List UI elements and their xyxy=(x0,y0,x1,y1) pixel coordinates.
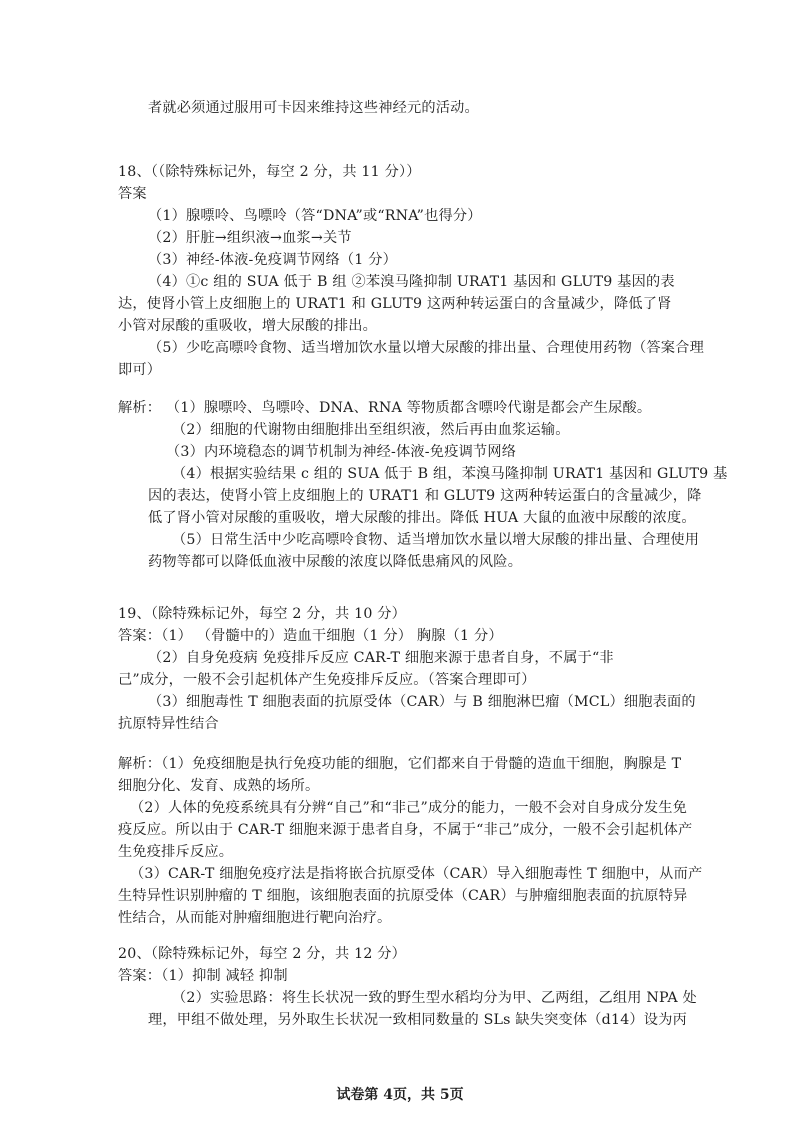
text-line: （3）神经-体液-免疫调节网络（1 分） xyxy=(148,252,397,268)
text-line: （2）肝脏→组织液→血浆→关节 xyxy=(148,230,352,246)
analysis-line: 生特异性识别肿瘤的 T 细胞，该细胞表面的抗原受体（CAR）与肿瘤细胞表面的抗原特异 xyxy=(118,888,688,904)
text-line: 己”成分，一般不会引起机体产生免疫排斥反应。（答案合理即可） xyxy=(118,672,536,688)
text-line: 答案：（1）抑制 减轻 抑制 xyxy=(118,968,288,984)
page-footer: 试卷第 4页，共 5页 xyxy=(336,1087,464,1103)
analysis-line: （3）CAR-T 细胞免疫疗法是指将嵌合抗原受体（CAR）导入细胞毒性 T 细胞中，从而产 xyxy=(130,866,703,882)
analysis-line: 药物等都可以降低血液中尿酸的浓度以降低患痛风的风险。 xyxy=(148,554,523,570)
text-line: 答案：（1） （骨髓中的）造血干细胞（1 分） 胸腺（1 分） xyxy=(118,628,503,644)
analysis-line: 细胞分化、发育、成熟的场所。 xyxy=(118,778,320,794)
question-19-heading: 19、（除特殊标记外，每空 2 分，共 10 分） xyxy=(118,606,407,622)
analysis-line: 解析： （1）腺嘌呤、鸟嘌呤、DNA、RNA 等物质都含嘌呤代谢是都会产生尿酸。 xyxy=(118,400,652,416)
analysis-line: 性结合，从而能对肿瘤细胞进行靶向治疗。 xyxy=(118,910,392,926)
text-line: （1）腺嘌呤、鸟嘌呤（答“DNA”或“RNA”也得分） xyxy=(148,208,482,224)
analysis-line: 生免疫排斥反应。 xyxy=(118,844,234,860)
text-line: 小管对尿酸的重吸收，增大尿酸的排出。 xyxy=(118,318,377,334)
analysis-line: 低了肾小管对尿酸的重吸收，增大尿酸的排出。降低 HUA 大鼠的血液中尿酸的浓度。 xyxy=(148,510,696,526)
question-18-heading: 18、（（除特殊标记外，每空 2 分，共 11 分）） xyxy=(118,164,421,180)
text-line: 理，甲组不做处理，另外取生长状况一致相同数量的 SLs 缺失突变体（d14）设为丙 xyxy=(148,1012,687,1028)
analysis-line: （2）细胞的代谢物由细胞排出至组织液，然后再由血浆运输。 xyxy=(172,422,570,438)
analysis-line: 解析：（1）免疫细胞是执行免疫功能的细胞，它们都来自于骨髓的造血干细胞，胸腺是 T xyxy=(118,756,682,772)
analysis-line: 因的表达，使肾小管上皮细胞上的 URAT1 和 GLUT9 这两种转运蛋白的含量减少，降 xyxy=(148,488,702,504)
analysis-line: （4）根据实验结果 c 组的 SUA 低于 B 组，苯溴马隆抑制 URAT1 基因和 GLUT9 基 xyxy=(172,466,728,482)
analysis-line: （5）日常生活中少吃高嘌呤食物、适当增加饮水量以增大尿酸的排出量、合理使用 xyxy=(172,532,700,548)
question-20-heading: 20、（除特殊标记外，每空 2 分，共 12 分） xyxy=(118,946,407,962)
text-line: （2）自身免疫病 免疫排斥反应 CAR-T 细胞来源于患者自身，不属于“非 xyxy=(148,650,614,666)
text-line: 即可） xyxy=(118,362,162,378)
analysis-line: （2）人体的免疫系统具有分辨“自己”和“非己”成分的能力，一般不会对自身成分发生免 xyxy=(130,800,687,816)
text-line: 者就必须通过服用可卡因来维持这些神经元的活动。 xyxy=(148,100,479,116)
text-line: 抗原特异性结合 xyxy=(118,716,219,732)
analysis-line: （3）内环境稳态的调节机制为神经-体液-免疫调节网络 xyxy=(166,444,517,460)
analysis-line: 疫反应。所以由于 CAR-T 细胞来源于患者自身，不属于“非己”成分，一般不会引起机体产 xyxy=(118,822,693,838)
text-line: （2）实验思路：将生长状况一致的野生型水稻均分为甲、乙两组，乙组用 NPA 处 xyxy=(172,990,697,1006)
text-line: （4）①c 组的 SUA 低于 B 组 ②苯溴马隆抑制 URAT1 基因和 GLUT9 基因的表 xyxy=(148,274,675,290)
text-line: （3）细胞毒性 T 细胞表面的抗原受体（CAR）与 B 细胞淋巴瘤（MCL）细胞表面的 xyxy=(148,694,696,710)
text-line: 达，使肾小管上皮细胞上的 URAT1 和 GLUT9 这两种转运蛋白的含量减少，降低了肾 xyxy=(118,296,672,312)
answer-label: 答案 xyxy=(118,186,147,202)
text-line: （5）少吃高嘌呤食物、适当增加饮水量以增大尿酸的排出量、合理使用药物（答案合理 xyxy=(148,340,704,356)
